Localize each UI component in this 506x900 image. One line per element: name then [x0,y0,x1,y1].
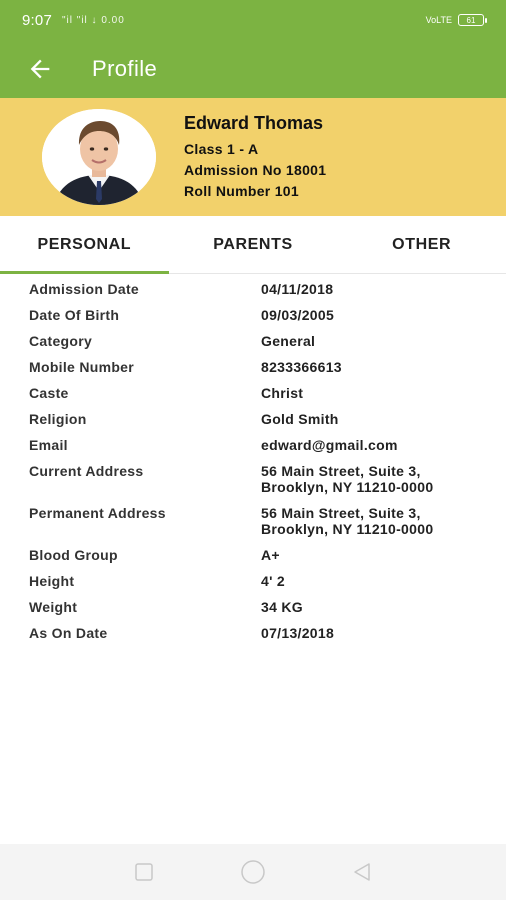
circle-icon [240,859,266,885]
roll-number: Roll Number 101 [184,183,299,199]
square-icon [134,862,154,882]
system-nav-bar [0,844,506,900]
detail-row [29,276,506,302]
detail-value: edward@gmail.com [261,437,398,453]
detail-label: As On Date [29,625,108,641]
student-name: Edward Thomas [184,113,324,133]
battery-icon [458,14,484,26]
detail-value: Gold Smith [261,411,339,427]
detail-value: 56 Main Street, Suite 3, Brooklyn, NY 11210-0000 [261,505,434,537]
detail-label: Email [29,437,68,453]
triangle-back-icon [351,861,373,883]
detail-row [29,568,506,594]
tab-other[interactable]: OTHER [392,235,452,253]
detail-row [29,380,506,406]
detail-label: Caste [29,385,69,401]
status-bar [0,0,506,40]
student-photo [42,109,156,205]
detail-row [29,328,506,354]
detail-value: 04/11/2018 [261,281,334,297]
detail-label: Date Of Birth [29,307,120,323]
battery-level: 61 [466,15,476,25]
detail-row [29,458,506,500]
detail-label: Admission Date [29,281,139,297]
detail-value: 09/03/2005 [261,307,335,323]
avatar [42,109,156,205]
detail-label: Religion [29,411,87,427]
detail-row [29,500,506,542]
detail-value: 56 Main Street, Suite 3, Brooklyn, NY 11210-0000 [261,463,434,495]
signal-icons: "il "il ↓ 0.00 [62,14,125,26]
detail-value: 07/13/2018 [261,625,335,641]
student-class: Class 1 - A [184,141,259,157]
detail-label: Mobile Number [29,359,135,375]
profile-header [0,98,506,216]
detail-label: Blood Group [29,547,118,563]
admission-number: Admission No 18001 [184,162,327,178]
detail-row [29,542,506,568]
network-label: VoLTE [425,15,452,25]
detail-value: 8233366613 [261,359,342,375]
detail-label: Weight [29,599,78,615]
detail-label: Permanent Address [29,505,166,521]
detail-row [29,432,506,458]
system-back-button[interactable] [342,852,382,892]
personal-details [0,276,506,646]
detail-row [29,594,506,620]
detail-label: Height [29,573,75,589]
detail-label: Current Address [29,463,144,479]
detail-label: Category [29,333,93,349]
detail-row [29,620,506,646]
detail-value: 4' 2 [261,573,285,589]
home-button[interactable] [233,852,273,892]
detail-row [29,406,506,432]
student-info [184,113,326,201]
arrow-left-icon [26,55,54,83]
detail-value: 34 KG [261,599,303,615]
tab-parents[interactable]: PARENTS [213,235,293,253]
status-right [426,14,484,26]
detail-value: Christ [261,385,304,401]
detail-row [29,302,506,328]
detail-value: General [261,333,316,349]
page-title: Profile [92,56,158,81]
back-button[interactable] [20,49,60,89]
recents-button[interactable] [124,852,164,892]
profile-tabs [0,216,506,274]
detail-row [29,354,506,380]
status-time: 9:07 [22,11,52,29]
tab-personal[interactable]: PERSONAL [0,216,169,273]
app-bar [0,40,506,98]
detail-value: A+ [261,547,280,563]
